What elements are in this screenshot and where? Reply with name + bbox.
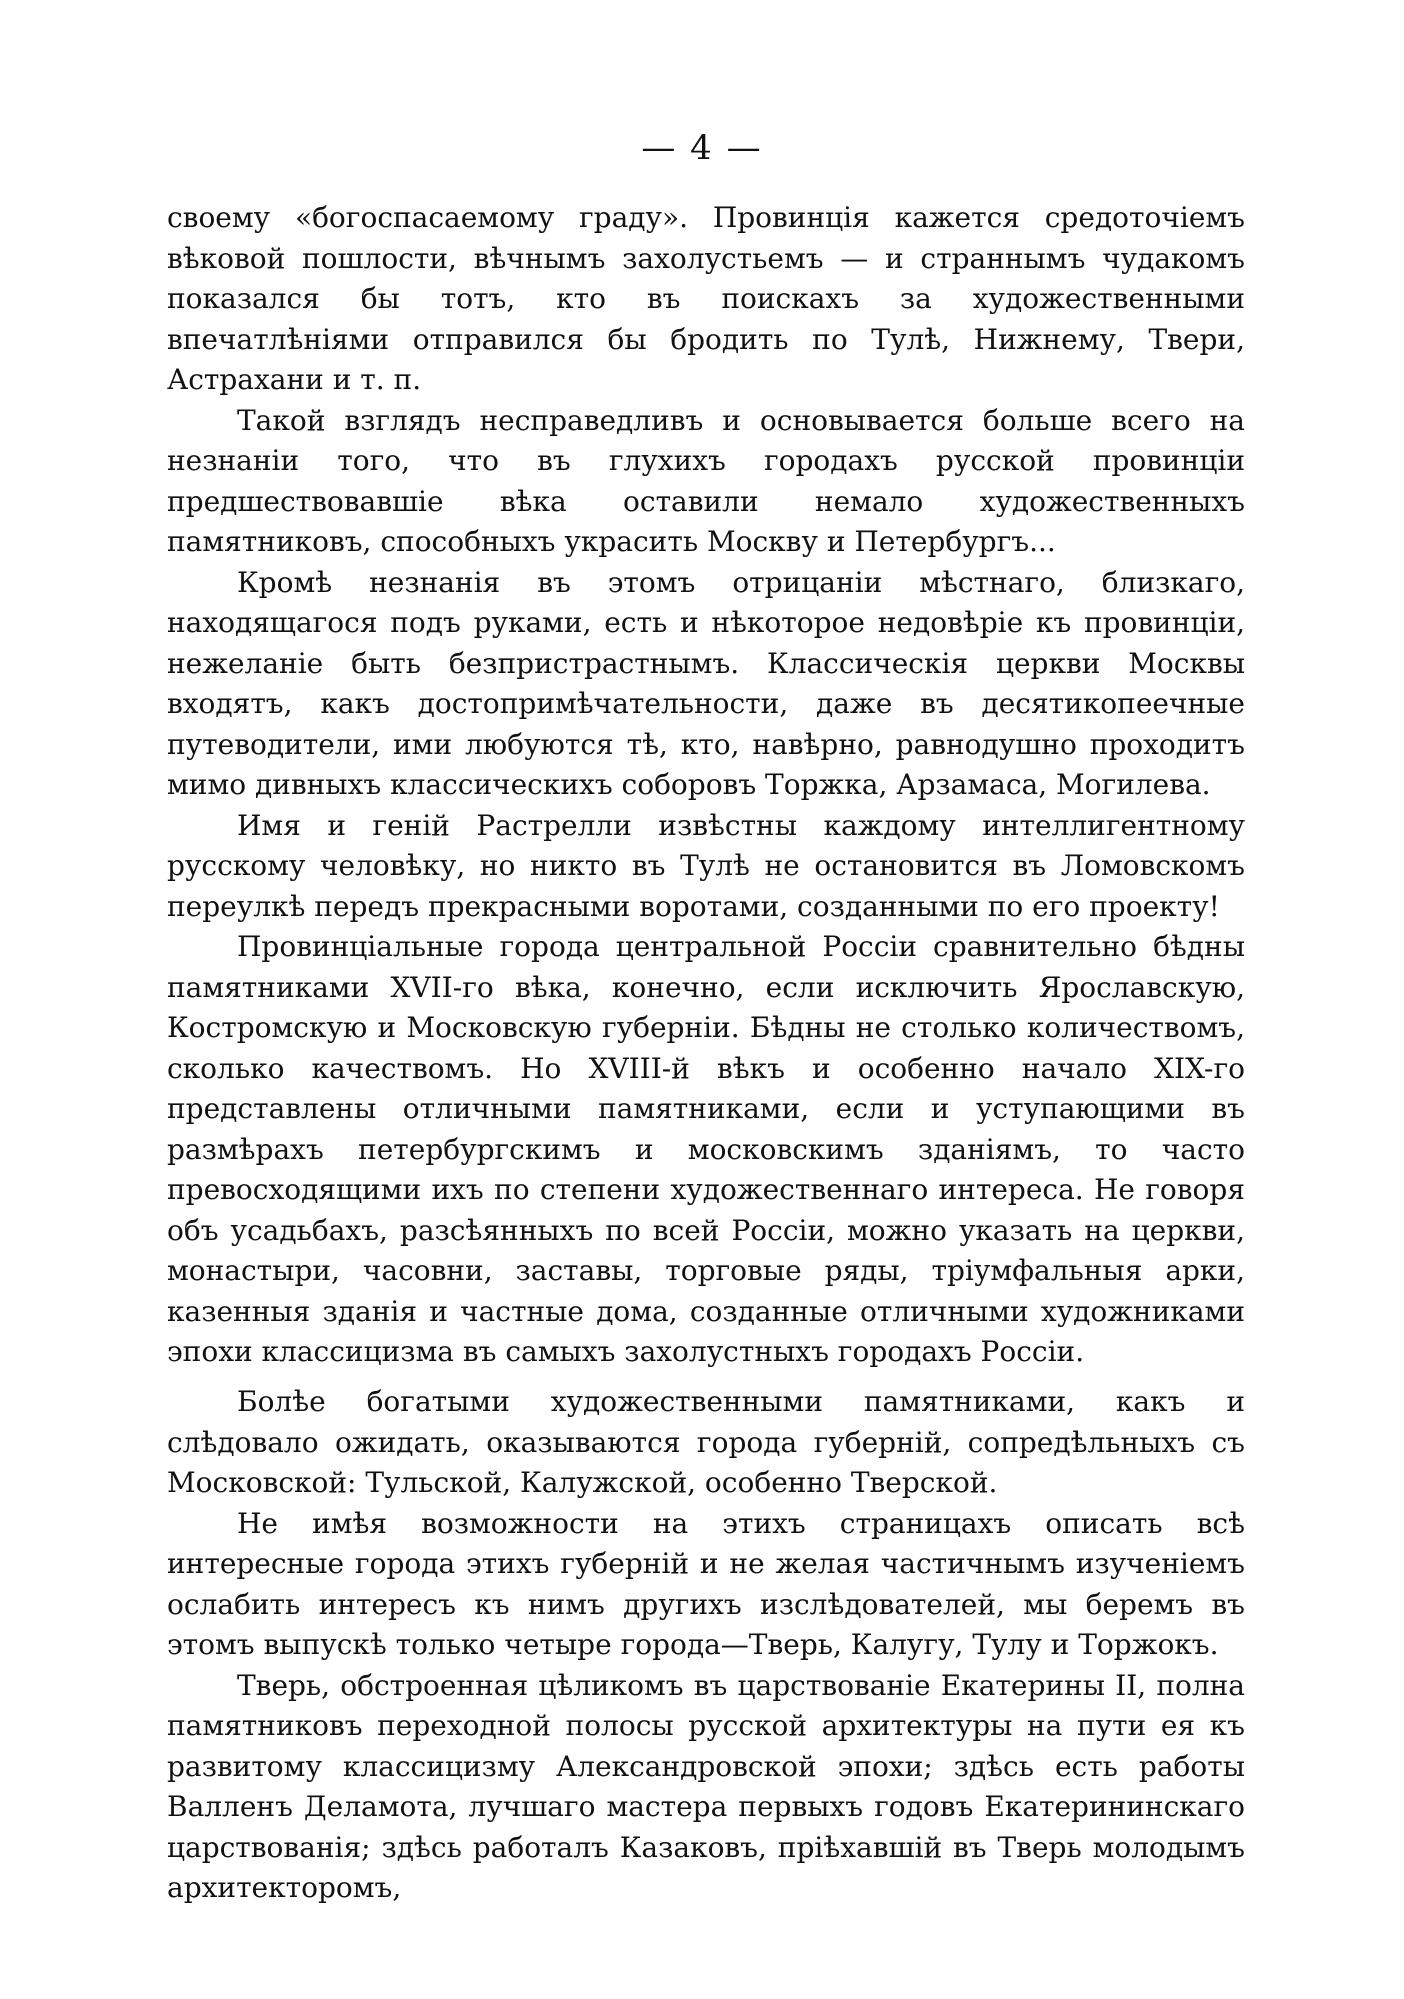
paragraph-6: Болѣе богатыми художественными памятниками, какъ и слѣдовало ожидать, оказываются города губерній, сопредѣльныхъ съ Московской: Тульской, Калужской, особенно Тверской. [167, 1385, 1245, 1499]
paragraph-1: своему «богоспасаемому граду». Провинція кажется средоточіемъ вѣковой пошлости, вѣчнымъ захолустьемъ — и страннымъ чудакомъ показался бы тотъ, кто въ поискахъ за художественными впечатлѣніями отправился бы бродить по Тулѣ, Нижнему, Твери, Астрахани и т. п. [167, 201, 1245, 396]
text-section-2 [167, 1382, 1245, 1909]
page-number: — 4 — [641, 128, 763, 168]
paragraph-5: Провинціальные города центральной Россіи сравнительно бѣдны памятниками XVII-го вѣка, конечно, если исключить Ярославскую, Костромскую и Московскую губерніи. Бѣдны не столько количествомъ, сколько качествомъ. Но XVIII-й вѣкъ и особенно начало XIX-го представлены отличными памятниками, если и уступающими въ размѣрахъ петербургскимъ и московскимъ зданіямъ, то часто превосходящими ихъ по степени художественнаго интереса. Не говоря объ усадьбахъ, разсѣянныхъ по всей Россіи, можно указать на церкви, монастыри, часовни, заставы, торговые ряды, тріумфальныя арки, казенныя зданія и частные дома, созданные отличными художниками эпохи классицизма въ самыхъ захолустныхъ городахъ Россіи. [167, 930, 1245, 1368]
text-section-1 [167, 198, 1245, 1373]
paragraph-8: Тверь, обстроенная цѣликомъ въ царствованіе Екатерины II, полна памятниковъ переходной полосы русской архитектуры на пути ея къ развитому классицизму Александровской эпохи; здѣсь есть работы Валленъ Деламота, лучшаго мастера первыхъ годовъ Екатерининскаго царствованія; здѣсь работалъ Казаковъ, пріѣхавшій въ Тверь молодымъ архитекторомъ, [167, 1668, 1245, 1904]
paragraph-4: Имя и геній Растрелли извѣстны каждому интеллигентному русскому человѣку, но никто въ Тулѣ не остановится въ Ломовскомъ переулкѣ передъ прекрасными воротами, созданными по его проекту! [167, 808, 1245, 923]
paragraph-3: Кромѣ незнанія въ этомъ отрицаніи мѣстнаго, близкаго, находящагося подъ руками, есть и нѣкоторое недовѣріе къ провинціи, нежеланіе быть безпристрастнымъ. Классическія церкви Москвы входятъ, какъ достопримѣчательности, даже въ десятикопеечные путеводители, ими любуются тѣ, кто, навѣрно, равнодушно проходитъ мимо дивныхъ классическихъ соборовъ Торжка, Арзамаса, Могилева. [167, 565, 1245, 801]
paragraph-7: Не имѣя возможности на этихъ страницахъ описать всѣ интересные города этихъ губерній и не желая частичнымъ изученіемъ ослабить интересъ къ нимъ другихъ изслѣдователей, мы беремъ въ этомъ выпускѣ только четыре города—Тверь, Калугу, Тулу и Торжокъ. [167, 1506, 1245, 1661]
paragraph-2: Такой взглядъ несправедливъ и основывается больше всего на незнаніи того, что въ глухихъ городахъ русской провинціи предшествовавшіе вѣка оставили немало художественныхъ памятниковъ, способныхъ украсить Москву и Петербургъ... [167, 403, 1245, 558]
